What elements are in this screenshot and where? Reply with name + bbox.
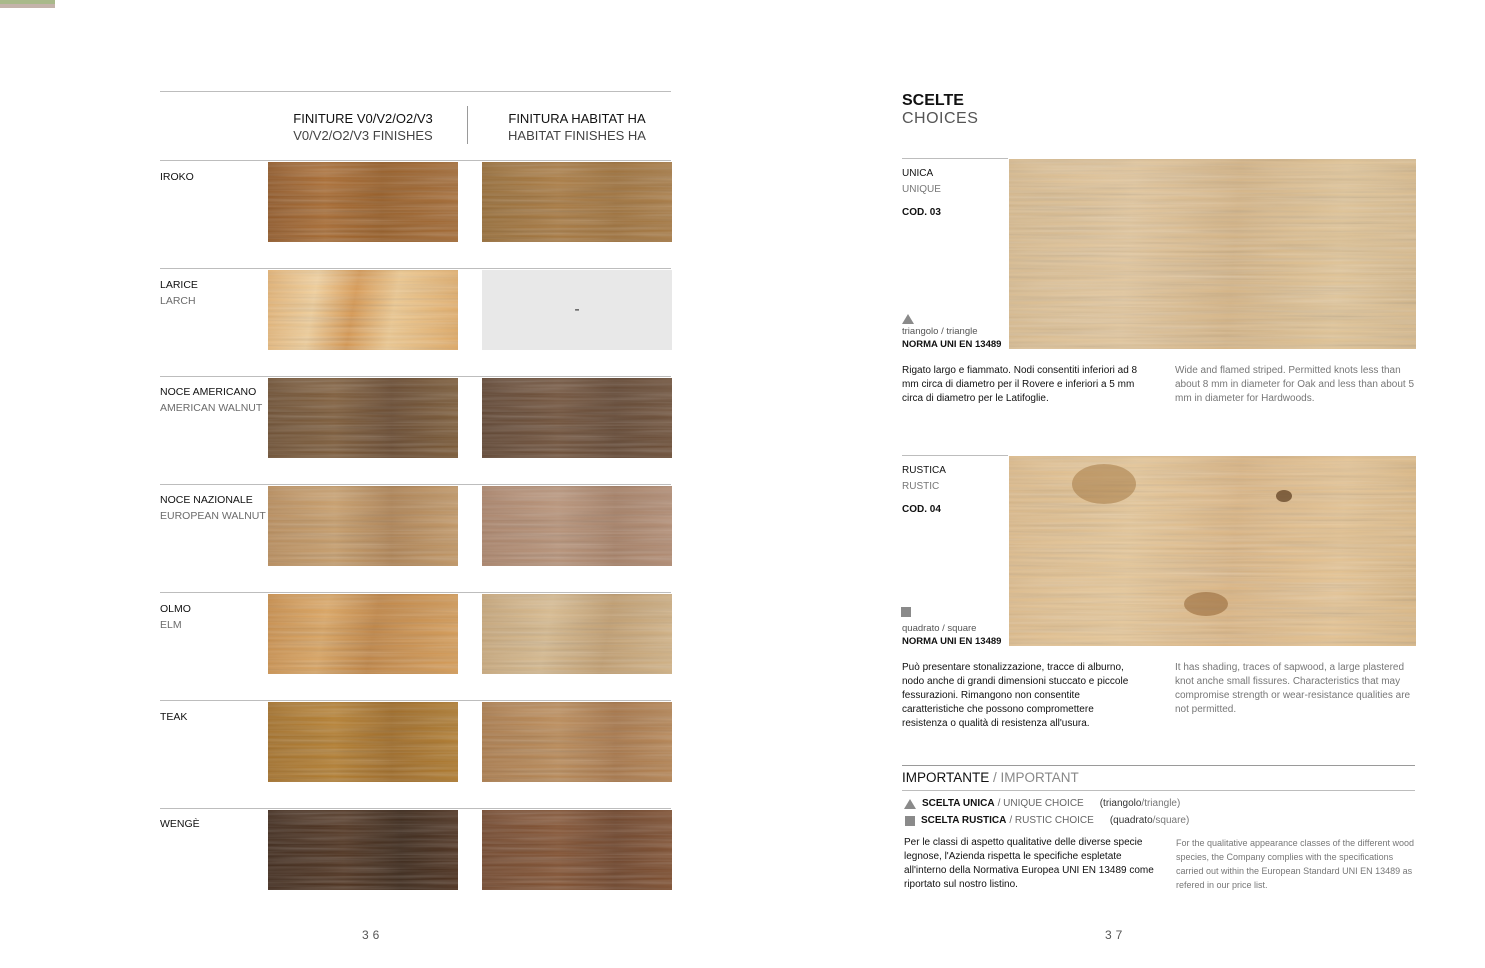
column-header-habitat [482, 110, 672, 144]
legend-symbol-en: /triangle) [1141, 798, 1181, 809]
row-rule [160, 160, 671, 161]
column-header-habitat-en: HABITAT FINISHES HA [508, 128, 646, 143]
symbol-label: triangolo / triangle [902, 326, 978, 337]
header-rule [160, 91, 671, 92]
column-header-finishes-it: FINITURE V0/V2/O2/V3 [293, 111, 433, 126]
wood-label-noce-nazionale [160, 492, 266, 524]
important-title-en: / IMPORTANT [993, 770, 1079, 785]
swatch-noce-americano-habitat [482, 378, 672, 458]
wood-name-it: IROKO [160, 171, 194, 183]
choice-rustica-meta [902, 463, 946, 518]
choice-name-en: RUSTIC [902, 481, 940, 492]
choice-code: COD. 04 [902, 504, 941, 515]
wood-name-it: NOCE AMERICANO [160, 386, 257, 398]
choice-name-it: RUSTICA [902, 465, 946, 476]
choice-unica-desc-it: Rigato largo e fiammato. Nodi consentiti inferiori ad 8 mm circa di diametro per il Rovere e inferiori a 5 mm circa di diametro per le Latifoglie. [902, 365, 1138, 404]
symbol-label: quadrato / square [902, 623, 977, 634]
swatch-teak-habitat [482, 702, 672, 782]
row-rule [160, 592, 671, 593]
legend-symbol-it: (triangolo [1099, 798, 1142, 809]
swatch-olmo-habitat [482, 594, 672, 674]
norm-label: NORMA UNI EN 13489 [902, 339, 1002, 350]
important-rule [902, 790, 1415, 791]
column-divider [467, 106, 468, 144]
photo-unica-oak [1009, 159, 1416, 349]
swatch-noce-nazionale-habitat [482, 486, 672, 566]
important-title-it: IMPORTANTE [902, 770, 990, 785]
column-header-finishes [268, 110, 458, 144]
choice-unica-meta [902, 166, 941, 221]
wood-name-it: LARICE [160, 279, 198, 291]
swatch-noce-nazionale-finish [268, 486, 458, 566]
wood-name-en: EUROPEAN WALNUT [160, 510, 266, 522]
triangle-icon [904, 799, 916, 809]
square-icon [901, 607, 911, 617]
choice-rustica-desc-en: It has shading, traces of sapwood, a large plastered knot anche small fissures. Characteristics that may compromise strength or wear-resistance qualities are not permitted. [1175, 662, 1411, 715]
choice-unica-symbol [902, 325, 1001, 351]
legend-name: SCELTA RUSTICA [921, 815, 1007, 826]
swatch-olmo-finish [268, 594, 458, 674]
wood-label-wenge [160, 816, 200, 832]
swatch-larice-finish [268, 270, 458, 350]
column-header-finishes-en: V0/V2/O2/V3 FINISHES [293, 128, 433, 143]
page-title-it: SCELTE [902, 92, 964, 109]
swatch-larice-habitat-empty [482, 270, 672, 350]
legend-symbol-it: (quadrato [1109, 815, 1153, 826]
norm-label: NORMA UNI EN 13489 [902, 636, 1002, 647]
swatch-noce-americano-finish [268, 378, 458, 458]
page-number-right: 37 [1105, 928, 1127, 942]
accent-bar-right [0, 4, 55, 8]
wood-label-noce-americano [160, 384, 262, 416]
important-title [902, 770, 1079, 785]
choice-name-en: UNIQUE [902, 184, 941, 195]
page-title [902, 92, 978, 128]
row-rule [160, 268, 671, 269]
swatch-iroko-finish [268, 162, 458, 242]
legend-en: / RUSTIC CHOICE [1009, 815, 1094, 826]
wood-label-teak [160, 709, 187, 725]
choice-code: COD. 03 [902, 207, 941, 218]
legend-symbol [1100, 798, 1181, 809]
swatch-wenge-finish [268, 810, 458, 890]
wood-name-en: LARCH [160, 295, 196, 307]
wood-name-it: WENGÈ [160, 818, 200, 830]
row-rule [160, 700, 671, 701]
wood-name-en: ELM [160, 619, 182, 631]
not-available-mark: - [574, 301, 580, 318]
page-title-en: CHOICES [902, 110, 979, 127]
wood-name-it: OLMO [160, 603, 191, 615]
swatch-teak-finish [268, 702, 458, 782]
choice-rule [902, 455, 1008, 456]
wood-name-it: TEAK [160, 711, 188, 723]
legend-name: SCELTA UNICA [922, 798, 995, 809]
wood-name-it: NOCE NAZIONALE [160, 494, 253, 506]
row-rule [160, 808, 671, 809]
choice-rustica-desc-it: Può presentare stonalizzazione, tracce di alburno, nodo anche di grandi dimensioni stuccato e piccole fessurazioni. Rimangono non consentite caratteristiche che possono compromettere resistenza o qualità di resistenza all'usura. [902, 662, 1129, 729]
page-number-left: 36 [362, 928, 384, 942]
square-icon [905, 816, 915, 826]
wood-label-larice [160, 277, 198, 309]
legend-symbol-en: /square) [1152, 815, 1190, 826]
choice-name-it: UNICA [902, 168, 934, 179]
swatch-wenge-habitat [482, 810, 672, 890]
important-top-rule [902, 765, 1415, 766]
wood-label-iroko [160, 169, 194, 185]
row-rule [160, 484, 671, 485]
legend-symbol [1110, 815, 1190, 826]
legend-rustic [904, 815, 1189, 826]
wood-label-olmo [160, 601, 191, 633]
photo-rustica-oak [1009, 456, 1416, 646]
choice-rule [902, 158, 1008, 159]
legend-unique [904, 798, 1180, 809]
choice-unica-desc-en: Wide and flamed striped. Permitted knots less than about 8 mm in diameter for Oak and less than about 5 mm in diameter for Hardwoods. [1175, 365, 1415, 404]
wood-name-en: AMERICAN WALNUT [160, 402, 263, 414]
legend-en: / UNIQUE CHOICE [997, 798, 1084, 809]
column-header-habitat-it: FINITURA HABITAT HA [508, 111, 646, 126]
choice-rustica-symbol [902, 622, 1001, 648]
important-note-it: Per le classi di aspetto qualitative delle diverse specie legnose, l'Azienda rispetta le specifiche espletate all'interno della Normativa Europea UNI EN 13489 come riportato sul nostro listino. [904, 837, 1154, 890]
row-rule [160, 376, 671, 377]
swatch-iroko-habitat [482, 162, 672, 242]
important-note-en: For the qualitative appearance classes of the different wood species, the Company complies with the specifications carried out within the European Standard UNI EN 13489 as refered in our price list. [1176, 838, 1414, 890]
